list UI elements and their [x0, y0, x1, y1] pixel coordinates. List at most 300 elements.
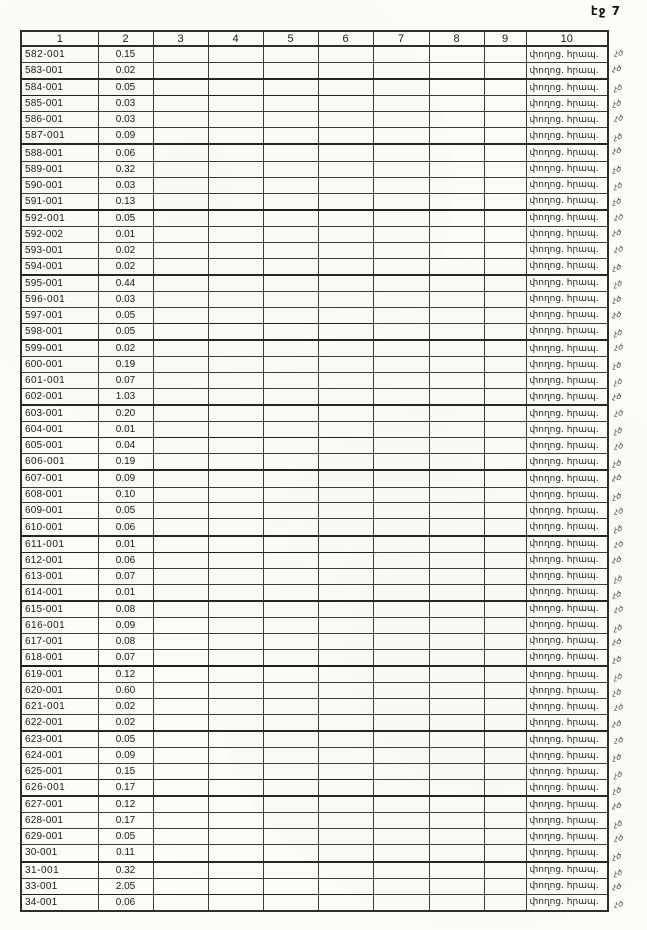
table-row: [21, 405, 608, 422]
handwritten-margin-mark: չծ: [612, 851, 622, 861]
category-cell: փողոց. հրապ.: [526, 405, 608, 422]
empty-cell: [318, 715, 373, 732]
handwritten-margin-mark: չծ: [614, 898, 624, 909]
empty-cell: [484, 845, 526, 862]
handwritten-margin-mark: չծ: [612, 636, 622, 647]
table-row: [21, 96, 608, 112]
empty-cell: [373, 323, 429, 340]
empty-cell: [429, 242, 484, 258]
empty-cell: [429, 128, 484, 145]
empty-cell: [429, 291, 484, 307]
table-row: [21, 193, 608, 210]
handwritten-margin-mark: չծ: [612, 554, 622, 565]
empty-cell: [263, 79, 318, 96]
empty-cell: [263, 584, 318, 601]
margin-annotations: [613, 46, 645, 913]
empty-cell: [484, 128, 526, 145]
table-row: [21, 552, 608, 568]
code-cell: 587-001: [21, 128, 98, 145]
code-cell: 584-001: [21, 79, 98, 96]
empty-cell: [373, 79, 429, 96]
empty-cell: [484, 764, 526, 780]
handwritten-margin-mark: չծ: [614, 833, 624, 843]
empty-cell: [429, 845, 484, 862]
category-cell: փողոց. հրապ.: [526, 357, 608, 373]
empty-cell: [263, 731, 318, 748]
value-cell: 0.09: [98, 128, 153, 145]
empty-cell: [484, 683, 526, 699]
empty-cell: [318, 780, 373, 797]
empty-cell: [153, 275, 208, 292]
empty-cell: [318, 845, 373, 862]
empty-cell: [263, 144, 318, 161]
empty-cell: [208, 536, 263, 553]
table-row: [21, 715, 608, 732]
column-header-5: 5: [263, 31, 318, 46]
handwritten-margin-mark: չծ: [612, 262, 622, 272]
empty-cell: [373, 699, 429, 715]
category-cell: փողոց. հրապ.: [526, 112, 608, 128]
table-row: [21, 422, 608, 438]
code-cell: 613-001: [21, 568, 98, 584]
empty-cell: [208, 829, 263, 845]
empty-cell: [263, 829, 318, 845]
handwritten-margin-mark: չծ: [612, 687, 622, 698]
empty-cell: [373, 226, 429, 242]
empty-cell: [484, 829, 526, 845]
value-cell: 0.05: [98, 307, 153, 323]
category-cell: փողոց. հրապ.: [526, 878, 608, 894]
empty-cell: [318, 340, 373, 357]
empty-cell: [208, 422, 263, 438]
empty-cell: [429, 666, 484, 683]
table-row: [21, 389, 608, 406]
empty-cell: [263, 275, 318, 292]
table-row: [21, 764, 608, 780]
code-cell: 627-001: [21, 796, 98, 813]
empty-cell: [263, 503, 318, 519]
value-cell: 0.09: [98, 748, 153, 764]
empty-cell: [153, 422, 208, 438]
empty-cell: [373, 96, 429, 112]
category-cell: փողոց. հրապ.: [526, 161, 608, 177]
code-cell: 605-001: [21, 438, 98, 454]
empty-cell: [153, 894, 208, 911]
handwritten-margin-mark: չծ: [613, 622, 623, 633]
handwritten-margin-mark: չծ: [613, 867, 623, 878]
table-row: [21, 454, 608, 471]
handwritten-margin-mark: չծ: [612, 145, 622, 156]
handwritten-margin-mark: չծ: [613, 818, 623, 829]
empty-cell: [318, 748, 373, 764]
empty-cell: [263, 894, 318, 911]
table-row: [21, 275, 608, 292]
empty-cell: [429, 584, 484, 601]
empty-cell: [373, 633, 429, 649]
code-cell: 602-001: [21, 389, 98, 406]
empty-cell: [373, 291, 429, 307]
empty-cell: [429, 454, 484, 471]
code-cell: 607-001: [21, 470, 98, 487]
empty-cell: [263, 373, 318, 389]
code-cell: 595-001: [21, 275, 98, 292]
table-row: [21, 699, 608, 715]
code-cell: 606-001: [21, 454, 98, 471]
category-cell: փողոց. հրապ.: [526, 862, 608, 879]
code-cell: 591-001: [21, 193, 98, 210]
table-row: [21, 438, 608, 454]
empty-cell: [208, 96, 263, 112]
empty-cell: [484, 862, 526, 879]
table-header-row: [21, 31, 608, 46]
empty-cell: [208, 764, 263, 780]
empty-cell: [484, 487, 526, 503]
empty-cell: [263, 193, 318, 210]
empty-cell: [484, 112, 526, 128]
code-cell: 616-001: [21, 617, 98, 633]
empty-cell: [208, 340, 263, 357]
empty-cell: [373, 894, 429, 911]
value-cell: 0.01: [98, 584, 153, 601]
column-header-8: 8: [429, 31, 484, 46]
empty-cell: [153, 666, 208, 683]
category-cell: փողոց. հրապ.: [526, 275, 608, 292]
empty-cell: [263, 226, 318, 242]
empty-cell: [208, 389, 263, 406]
empty-cell: [429, 862, 484, 879]
empty-cell: [484, 210, 526, 227]
code-cell: 582-001: [21, 46, 98, 63]
empty-cell: [208, 715, 263, 732]
empty-cell: [318, 373, 373, 389]
empty-cell: [484, 715, 526, 732]
empty-cell: [208, 584, 263, 601]
empty-cell: [373, 405, 429, 422]
empty-cell: [318, 862, 373, 879]
handwritten-margin-mark: չծ: [612, 718, 622, 729]
category-cell: փողոց. հրապ.: [526, 731, 608, 748]
empty-cell: [318, 357, 373, 373]
empty-cell: [429, 519, 484, 536]
empty-cell: [153, 323, 208, 340]
empty-cell: [153, 780, 208, 797]
empty-cell: [263, 242, 318, 258]
empty-cell: [318, 242, 373, 258]
empty-cell: [208, 845, 263, 862]
empty-cell: [208, 487, 263, 503]
table-row: [21, 519, 608, 536]
handwritten-margin-mark: չծ: [612, 309, 622, 320]
empty-cell: [208, 275, 263, 292]
empty-cell: [429, 699, 484, 715]
empty-cell: [318, 422, 373, 438]
empty-cell: [484, 649, 526, 666]
empty-cell: [208, 193, 263, 210]
code-cell: 597-001: [21, 307, 98, 323]
code-cell: 614-001: [21, 584, 98, 601]
code-cell: 594-001: [21, 258, 98, 275]
empty-cell: [208, 177, 263, 193]
empty-cell: [153, 617, 208, 633]
table-row: [21, 144, 608, 161]
empty-cell: [263, 878, 318, 894]
empty-cell: [484, 878, 526, 894]
empty-cell: [263, 422, 318, 438]
empty-cell: [208, 144, 263, 161]
category-cell: փողոց. հրապ.: [526, 210, 608, 227]
code-cell: 612-001: [21, 552, 98, 568]
code-cell: 592-001: [21, 210, 98, 227]
empty-cell: [153, 340, 208, 357]
empty-cell: [263, 96, 318, 112]
empty-cell: [153, 161, 208, 177]
empty-cell: [208, 699, 263, 715]
empty-cell: [153, 699, 208, 715]
table-row: [21, 633, 608, 649]
empty-cell: [208, 161, 263, 177]
category-cell: փողոց. հրապ.: [526, 715, 608, 732]
empty-cell: [208, 454, 263, 471]
empty-cell: [429, 813, 484, 829]
value-cell: 0.15: [98, 46, 153, 63]
empty-cell: [429, 633, 484, 649]
value-cell: 0.02: [98, 242, 153, 258]
empty-cell: [208, 470, 263, 487]
empty-cell: [373, 422, 429, 438]
page-number-label: էջ 7: [590, 4, 621, 18]
handwritten-margin-mark: չծ: [613, 426, 623, 437]
empty-cell: [429, 112, 484, 128]
empty-cell: [373, 536, 429, 553]
empty-cell: [373, 112, 429, 128]
empty-cell: [263, 748, 318, 764]
empty-cell: [263, 649, 318, 666]
empty-cell: [208, 323, 263, 340]
value-cell: 0.08: [98, 633, 153, 649]
empty-cell: [153, 584, 208, 601]
code-cell: 598-001: [21, 323, 98, 340]
empty-cell: [373, 144, 429, 161]
value-cell: 0.02: [98, 715, 153, 732]
empty-cell: [318, 144, 373, 161]
code-cell: 601-001: [21, 373, 98, 389]
empty-cell: [484, 258, 526, 275]
table-row: [21, 177, 608, 193]
empty-cell: [208, 63, 263, 80]
handwritten-margin-mark: չծ: [613, 131, 623, 142]
handwritten-margin-mark: չծ: [612, 294, 622, 305]
empty-cell: [429, 683, 484, 699]
empty-cell: [208, 242, 263, 258]
empty-cell: [429, 373, 484, 389]
value-cell: 0.12: [98, 796, 153, 813]
handwritten-margin-mark: չծ: [612, 472, 622, 483]
empty-cell: [429, 405, 484, 422]
empty-cell: [208, 307, 263, 323]
handwritten-margin-mark: չծ: [614, 211, 624, 222]
empty-cell: [263, 536, 318, 553]
empty-cell: [484, 177, 526, 193]
empty-cell: [208, 568, 263, 584]
empty-cell: [318, 829, 373, 845]
empty-cell: [208, 210, 263, 227]
empty-cell: [263, 487, 318, 503]
empty-cell: [318, 584, 373, 601]
handwritten-margin-mark: չծ: [614, 408, 624, 418]
empty-cell: [263, 177, 318, 193]
handwritten-margin-mark: չծ: [612, 654, 622, 665]
empty-cell: [484, 568, 526, 584]
empty-cell: [263, 796, 318, 813]
value-cell: 0.03: [98, 112, 153, 128]
value-cell: 1.03: [98, 389, 153, 406]
category-cell: փողոց. հրապ.: [526, 323, 608, 340]
category-cell: փողոց. հրապ.: [526, 552, 608, 568]
code-cell: 586-001: [21, 112, 98, 128]
value-cell: 0.02: [98, 63, 153, 80]
code-cell: 603-001: [21, 405, 98, 422]
empty-cell: [373, 128, 429, 145]
empty-cell: [153, 373, 208, 389]
value-cell: 0.05: [98, 503, 153, 519]
empty-cell: [318, 536, 373, 553]
empty-cell: [484, 96, 526, 112]
empty-cell: [484, 340, 526, 357]
value-cell: 0.06: [98, 894, 153, 911]
code-cell: 593-001: [21, 242, 98, 258]
handwritten-margin-mark: չծ: [613, 769, 623, 780]
empty-cell: [484, 633, 526, 649]
empty-cell: [429, 340, 484, 357]
empty-cell: [263, 307, 318, 323]
table-row: [21, 79, 608, 96]
empty-cell: [373, 649, 429, 666]
category-cell: փողոց. հրապ.: [526, 46, 608, 63]
table-row: [21, 487, 608, 503]
code-cell: 30-001: [21, 845, 98, 862]
empty-cell: [318, 487, 373, 503]
empty-cell: [153, 568, 208, 584]
empty-cell: [484, 601, 526, 618]
code-cell: 588-001: [21, 144, 98, 161]
empty-cell: [153, 845, 208, 862]
empty-cell: [484, 438, 526, 454]
column-header-9: 9: [484, 31, 526, 46]
category-cell: փողոց. հրապ.: [526, 340, 608, 357]
empty-cell: [153, 46, 208, 63]
category-cell: փողոց. հրապ.: [526, 845, 608, 862]
empty-cell: [373, 389, 429, 406]
empty-cell: [373, 617, 429, 633]
table-row: [21, 357, 608, 373]
empty-cell: [318, 470, 373, 487]
empty-cell: [208, 633, 263, 649]
code-cell: 596-001: [21, 291, 98, 307]
empty-cell: [263, 112, 318, 128]
code-cell: 592-002: [21, 226, 98, 242]
empty-cell: [263, 128, 318, 145]
empty-cell: [484, 617, 526, 633]
category-cell: փողոց. հրապ.: [526, 503, 608, 519]
value-cell: 0.04: [98, 438, 153, 454]
value-cell: 0.10: [98, 487, 153, 503]
handwritten-margin-mark: չծ: [613, 278, 623, 289]
empty-cell: [263, 323, 318, 340]
empty-cell: [318, 633, 373, 649]
column-header-2: 2: [98, 31, 153, 46]
empty-cell: [373, 601, 429, 618]
empty-cell: [153, 226, 208, 242]
empty-cell: [373, 519, 429, 536]
column-header-3: 3: [153, 31, 208, 46]
empty-cell: [373, 438, 429, 454]
empty-cell: [429, 422, 484, 438]
empty-cell: [429, 552, 484, 568]
handwritten-margin-mark: չծ: [614, 735, 624, 745]
empty-cell: [373, 552, 429, 568]
handwritten-margin-mark: չծ: [612, 98, 622, 109]
value-cell: 0.02: [98, 699, 153, 715]
category-cell: փողոց. հրապ.: [526, 584, 608, 601]
code-cell: 628-001: [21, 813, 98, 829]
handwritten-margin-mark: չծ: [612, 458, 622, 469]
category-cell: փողոց. հրապ.: [526, 748, 608, 764]
empty-cell: [484, 470, 526, 487]
empty-cell: [429, 96, 484, 112]
value-cell: 0.06: [98, 144, 153, 161]
empty-cell: [263, 666, 318, 683]
empty-cell: [484, 193, 526, 210]
code-cell: 589-001: [21, 161, 98, 177]
table-row: [21, 829, 608, 845]
category-cell: փողոց. հրապ.: [526, 226, 608, 242]
empty-cell: [373, 568, 429, 584]
empty-cell: [429, 275, 484, 292]
empty-cell: [153, 307, 208, 323]
empty-cell: [484, 389, 526, 406]
empty-cell: [263, 568, 318, 584]
value-cell: 0.12: [98, 666, 153, 683]
category-cell: փողոց. հրապ.: [526, 601, 608, 618]
value-cell: 0.19: [98, 454, 153, 471]
value-cell: 0.06: [98, 552, 153, 568]
code-cell: 34-001: [21, 894, 98, 911]
empty-cell: [373, 878, 429, 894]
empty-cell: [263, 405, 318, 422]
empty-cell: [263, 552, 318, 568]
empty-cell: [153, 258, 208, 275]
category-cell: փողոց. հրապ.: [526, 128, 608, 145]
table-row: [21, 161, 608, 177]
empty-cell: [208, 357, 263, 373]
empty-cell: [153, 144, 208, 161]
category-cell: փողոց. հրապ.: [526, 796, 608, 813]
empty-cell: [318, 96, 373, 112]
empty-cell: [208, 291, 263, 307]
empty-cell: [208, 503, 263, 519]
empty-cell: [153, 536, 208, 553]
value-cell: 0.05: [98, 210, 153, 227]
empty-cell: [318, 112, 373, 128]
empty-cell: [318, 161, 373, 177]
empty-cell: [484, 666, 526, 683]
empty-cell: [318, 177, 373, 193]
empty-cell: [373, 764, 429, 780]
handwritten-margin-mark: չծ: [612, 196, 622, 207]
empty-cell: [429, 878, 484, 894]
category-cell: փողոց. հրապ.: [526, 144, 608, 161]
empty-cell: [484, 584, 526, 601]
